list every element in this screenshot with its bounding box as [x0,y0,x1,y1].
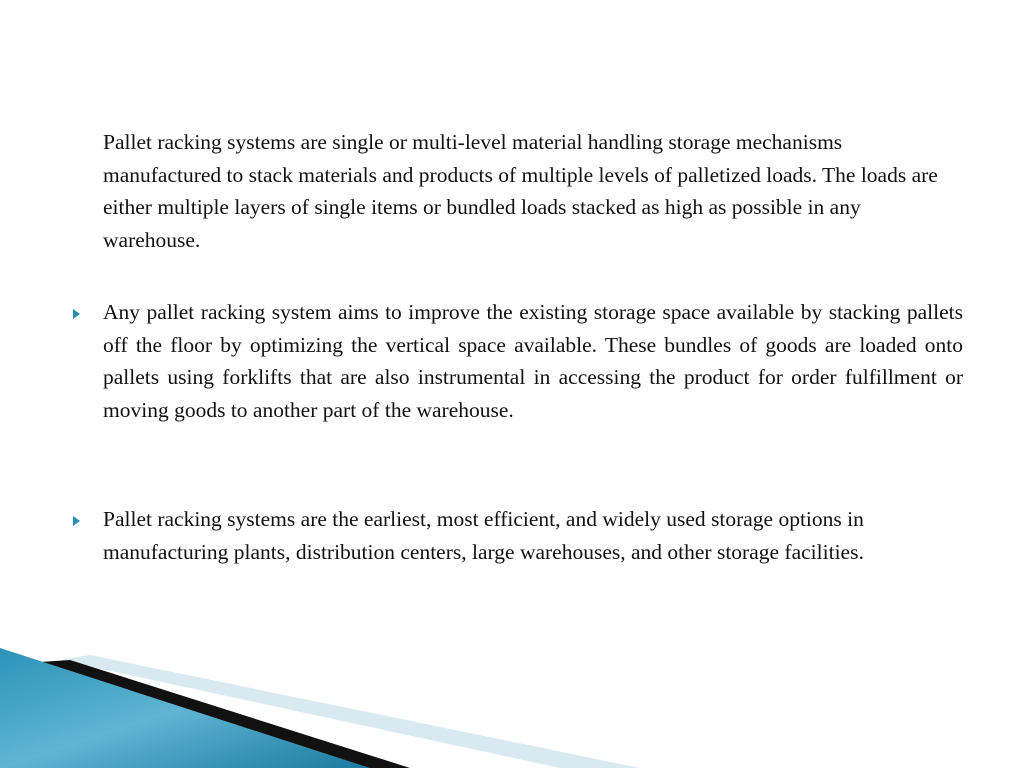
light-blue-stripe [60,655,640,768]
black-stripe [40,660,410,768]
teal-wedge [0,648,370,768]
intro-paragraph: Pallet racking systems are single or multi-level material handling storage mechanisms manufactured to stack materials and products of multiple levels of palletized loads. The loads are either multiple layers of single items or bundled loads stacked as high as possible in any warehouse. [103,130,938,252]
triangle-right-icon [73,516,80,526]
bullet-paragraph-storage-options: Pallet racking systems are the earliest, most efficient, and widely used storage options in manufacturing plants, distribution centers, large warehouses, and other storage facilities. [103,507,864,564]
bullet-paragraph-storage-space: Any pallet racking system aims to improve the existing storage space available by stacking pallets off the floor by optimizing the vertical space available. These bundles of goods are loaded onto pallets using forklifts that are also instrumental in accessing the product for order fulfillment or moving goods to another part of the warehouse. [103,300,963,422]
triangle-right-icon [73,309,80,319]
